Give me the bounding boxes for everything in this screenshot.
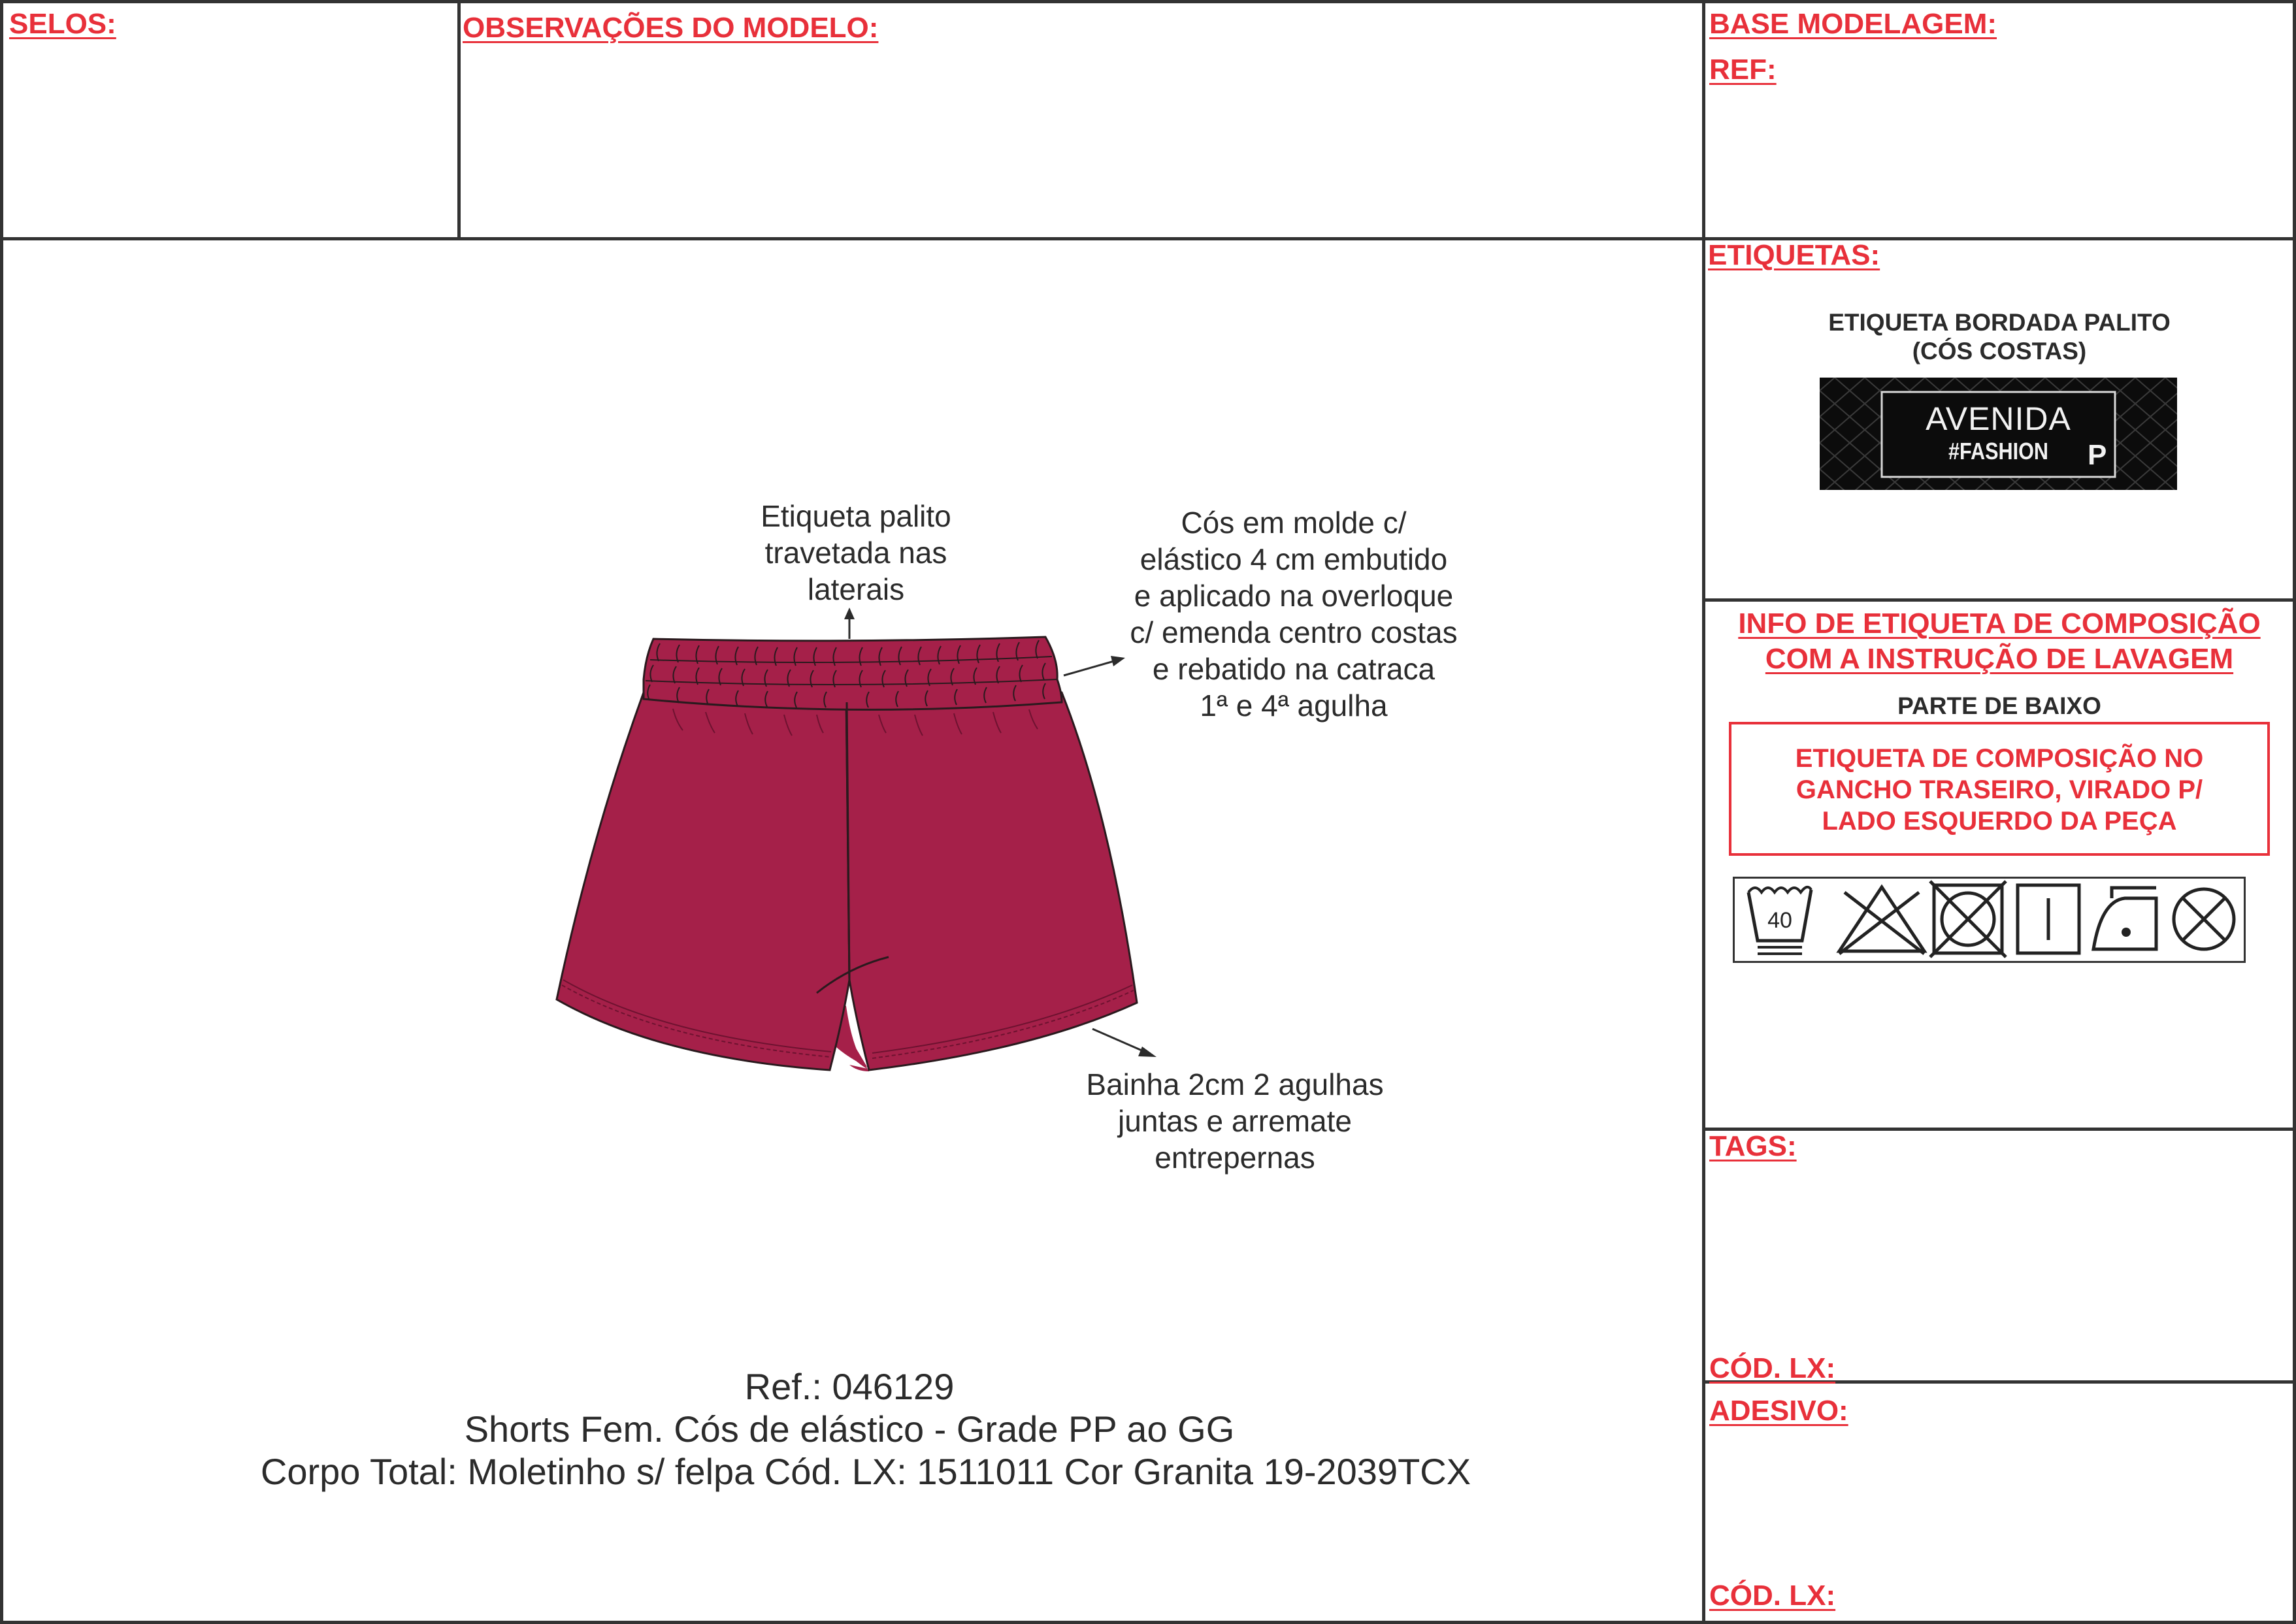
line-dry-icon [2012, 879, 2084, 960]
shorts-left-leg [557, 692, 849, 1070]
wash-40-icon [1743, 881, 1815, 959]
product-description: Shorts Fem. Cós de elástico - Grade PP ao GG [464, 1408, 1235, 1450]
note-cos-line4: c/ emenda centro costas [1130, 615, 1458, 649]
composicao-note-line1: ETIQUETA DE COMPOSIÇÃO NO [1795, 744, 2204, 773]
ref-label: REF: [1709, 54, 1777, 86]
no-bleach-icon [1833, 881, 1931, 959]
composicao-note-line2: GANCHO TRASEIRO, VIRADO P/ [1796, 775, 2203, 804]
note-cos-line3: e aplicado na overloque [1134, 579, 1454, 613]
product-ref: Ref.: 046129 [744, 1366, 955, 1407]
parte-de-baixo-label: PARTE DE BAIXO [1897, 692, 2101, 719]
note-bainha-line3: entrepernas [1155, 1141, 1315, 1175]
note-cos-line2: elástico 4 cm embutido [1140, 542, 1448, 576]
note-bainha [1045, 1066, 1424, 1176]
label-size-text: P [2088, 439, 2107, 471]
composicao-title [1705, 606, 2293, 677]
adesivo-title: ADESIVO: [1709, 1395, 1848, 1427]
wash-temp-text: 40 [1767, 908, 1792, 933]
note-etiqueta-line3: laterais [807, 572, 905, 606]
label-tagline-text: #FASHION [1948, 438, 2049, 464]
note-cos-line6: 1ª e 4ª agulha [1200, 689, 1388, 723]
etiqueta-bordada-line2: (CÓS COSTAS) [1912, 338, 2087, 365]
selos-label: SELOS: [9, 8, 116, 40]
iron-low-icon [2086, 879, 2164, 960]
etiqueta-bordada-label [1705, 308, 2293, 366]
etiqueta-bordada-line1: ETIQUETA BORDADA PALITO [1828, 309, 2171, 336]
no-dry-clean-icon [2168, 879, 2240, 960]
note-bainha-line2: juntas e arremate [1118, 1104, 1352, 1138]
composicao-note-line3: LADO ESQUERDO DA PEÇA [1822, 807, 2177, 836]
note-cos-line1: Cós em molde c/ [1181, 506, 1407, 540]
composicao-title-line1: INFO DE ETIQUETA DE COMPOSIÇÃO [1738, 608, 2261, 640]
no-tumble-dry-icon [1929, 879, 2007, 960]
tags-title: TAGS: [1709, 1130, 1797, 1162]
note-etiqueta-line1: Etiqueta palito [761, 499, 951, 533]
brand-label-image [1820, 378, 2177, 490]
label-brand-text: AVENIDA [1926, 400, 2071, 437]
tags-cod-lx-label: CÓD. LX: [1709, 1352, 1836, 1384]
base-modelagem-label: BASE MODELAGEM: [1709, 8, 1997, 40]
adesivo-cod-lx-label: CÓD. LX: [1709, 1580, 1836, 1612]
composicao-title-line2: COM A INSTRUÇÃO DE LAVAGEM [1765, 643, 2234, 675]
note-etiqueta-palito [725, 498, 987, 608]
product-fabric: Corpo Total: Moletinho s/ felpa Cód. LX: 1511011 Cor Granita 19-2039TCX [260, 1451, 1471, 1492]
note-cos-line5: e rebatido na catraca [1152, 652, 1435, 686]
note-etiqueta-line2: travetada nas [764, 536, 947, 570]
note-cos [1098, 504, 1490, 724]
tags-box [1702, 1128, 2296, 1384]
observacoes-label: OBSERVAÇÕES DO MODELO: [463, 12, 879, 44]
composicao-note-box [1729, 722, 2270, 856]
shorts-right-leg [846, 692, 1137, 1070]
note-bainha-line1: Bainha 2cm 2 agulhas [1086, 1067, 1384, 1101]
composicao-box [1702, 598, 2296, 1131]
etiquetas-title: ETIQUETAS: [1708, 239, 1880, 271]
